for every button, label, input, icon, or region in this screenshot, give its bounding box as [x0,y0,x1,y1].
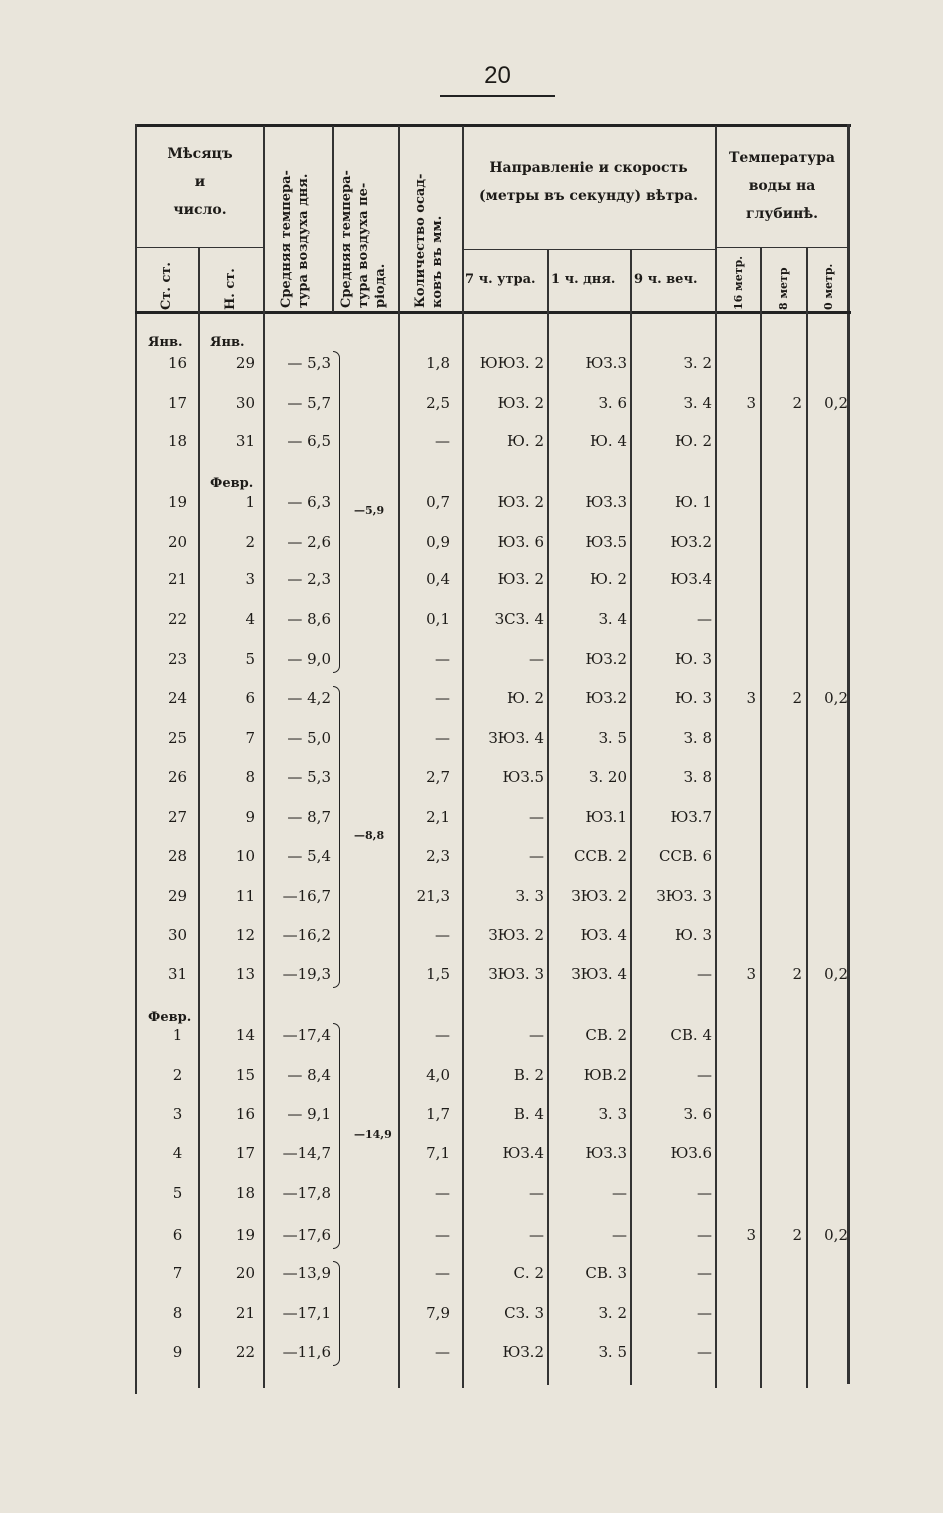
cell-water-16: 3 [746,689,756,707]
cell-new-style: 1 [245,493,255,511]
period-avg-temp: —5,9 [354,504,385,517]
cell-old-style: 23 [167,650,188,668]
cell-avg-temp-day: —17,6 [282,1226,331,1244]
cell-wind-7: ЗЮЗ. 2 [488,926,544,944]
cell-avg-temp-day: — 5,3 [287,768,331,786]
cell-wind-1: ЮЗ.2 [585,650,627,668]
cell-old-style: 2 [172,1066,183,1084]
col-divider [760,248,762,1388]
cell-wind-7: ЮЗ.5 [502,768,544,786]
table-left-border [135,124,137,1394]
cell-precipitation: — [435,432,450,450]
cell-wind-1: З. 4 [598,610,627,628]
cell-wind-9: — [697,1304,712,1322]
cell-water-8: 2 [792,1226,802,1244]
header-subrule [137,247,263,248]
cell-water-8: 2 [792,689,802,707]
cell-wind-9: — [697,1343,712,1361]
cell-precipitation: 2,5 [426,394,450,412]
cell-wind-9: — [697,610,712,628]
cell-water-16: 3 [746,965,756,983]
month-label-jan-old: Янв. [148,335,183,350]
cell-precipitation: 21,3 [416,887,450,905]
cell-precipitation: — [435,1226,450,1244]
cell-wind-1: ЮЗ.3 [585,1144,627,1162]
cell-new-style: 12 [235,926,255,944]
cell-avg-temp-day: — 2,3 [287,570,331,588]
cell-new-style: 30 [235,394,255,412]
col-divider [806,248,808,1388]
cell-wind-9: З. 8 [683,768,712,786]
cell-precipitation: — [435,650,450,668]
cell-wind-9: З. 6 [683,1105,712,1123]
header-wind: Направленіе и скорость (метры въ секунду) вѣтра. [479,160,698,204]
cell-precipitation: — [435,1264,450,1282]
cell-precipitation: 0,7 [426,493,450,511]
cell-old-style: 5 [172,1184,183,1202]
cell-new-style: 13 [235,965,255,983]
cell-old-style: 22 [167,610,188,628]
header-wind-1: 1 ч. дня. [551,272,616,287]
cell-avg-temp-day: —17,4 [282,1026,331,1044]
cell-wind-1: ЮЗ.1 [585,808,627,826]
cell-wind-9: ССВ. 6 [658,847,712,865]
month-label-feb-old: Февр. [148,1010,192,1025]
cell-old-style: 31 [167,965,188,983]
cell-wind-7: З. 3 [515,887,544,905]
cell-wind-1: З. 5 [598,1343,627,1361]
cell-wind-7: В. 2 [513,1066,544,1084]
cell-wind-1: — [612,1184,627,1202]
cell-wind-1: Ю. 4 [590,432,627,450]
cell-avg-temp-day: —14,7 [282,1144,331,1162]
cell-wind-9: — [697,965,712,983]
month-label-jan-new: Янв. [210,335,245,350]
cell-old-style: 1 [172,1026,183,1044]
cell-wind-1: ЮЗ.5 [585,533,627,551]
cell-wind-7: Ю. 2 [507,689,544,707]
cell-water-16: 3 [746,394,756,412]
cell-wind-1: З. 3 [598,1105,627,1123]
cell-avg-temp-day: — 2,6 [287,533,331,551]
cell-old-style: 26 [167,768,188,786]
cell-wind-7: СЗ. 3 [504,1304,544,1322]
cell-precipitation: — [435,729,450,747]
cell-wind-9: ЮЗ.6 [670,1144,712,1162]
cell-wind-7: — [529,1026,544,1044]
cell-avg-temp-day: —17,1 [282,1304,331,1322]
cell-wind-7: — [529,650,544,668]
cell-new-style: 4 [245,610,255,628]
cell-water-16: 3 [746,1226,756,1244]
cell-wind-7: ЗЮЗ. 4 [488,729,544,747]
cell-wind-1: ЮЗ. 4 [580,926,627,944]
cell-new-style: 7 [245,729,255,747]
period-brace [333,1261,340,1366]
cell-wind-9: Ю. 3 [675,926,712,944]
cell-wind-9: — [697,1264,712,1282]
header-new-style: Н. ст. [223,268,238,310]
cell-new-style: 16 [235,1105,255,1123]
period-brace [333,351,340,673]
col-divider [715,126,717,1388]
cell-wind-1: З. 6 [598,394,627,412]
cell-avg-temp-day: — 6,3 [287,493,331,511]
cell-avg-temp-day: —16,7 [282,887,331,905]
cell-new-style: 29 [235,354,255,372]
cell-wind-7: ЗЮЗ. 3 [488,965,544,983]
cell-avg-temp-day: — 5,0 [287,729,331,747]
cell-water-0: 0,2 [824,965,848,983]
cell-new-style: 18 [235,1184,255,1202]
cell-old-style: 19 [167,493,188,511]
cell-wind-7: ЮЗ.2 [502,1343,544,1361]
page-number: 20 [484,62,511,89]
cell-new-style: 10 [235,847,255,865]
cell-new-style: 6 [245,689,255,707]
cell-old-style: 9 [172,1343,183,1361]
cell-wind-9: ЮЗ.4 [670,570,712,588]
cell-wind-9: — [697,1184,712,1202]
cell-wind-7: ЮЗ.4 [502,1144,544,1162]
cell-avg-temp-day: — 8,7 [287,808,331,826]
cell-water-8: 2 [792,965,802,983]
cell-precipitation: — [435,1343,450,1361]
cell-wind-9: Ю. 3 [675,689,712,707]
cell-precipitation: 1,7 [426,1105,450,1123]
cell-avg-temp-day: — 4,2 [287,689,331,707]
cell-avg-temp-day: —19,3 [282,965,331,983]
cell-wind-1: ЮЗ.3 [585,354,627,372]
cell-avg-temp-day: — 6,5 [287,432,331,450]
cell-wind-1: З. 20 [589,768,627,786]
header-depth-0: 0 метр. [822,263,835,310]
header-month-day: Мѣсяцъ и число. [167,146,233,218]
page-number-rule [440,95,555,97]
cell-wind-7: С. 2 [513,1264,544,1282]
cell-wind-1: СВ. 2 [585,1026,627,1044]
cell-wind-7: Ю. 2 [507,432,544,450]
cell-old-style: 7 [172,1264,183,1282]
cell-old-style: 4 [172,1144,183,1162]
cell-wind-7: — [529,847,544,865]
cell-precipitation: 0,1 [426,610,450,628]
header-subrule [462,249,715,250]
cell-wind-1: СВ. 3 [585,1264,627,1282]
cell-old-style: 8 [172,1304,183,1322]
cell-precipitation: — [435,689,450,707]
cell-avg-temp-day: —11,6 [282,1343,331,1361]
header-depth-16: 16 метр. [732,255,745,310]
cell-water-0: 0,2 [824,1226,848,1244]
cell-new-style: 3 [245,570,255,588]
cell-wind-9: З. 2 [683,354,712,372]
cell-precipitation: 2,7 [426,768,450,786]
cell-new-style: 9 [245,808,255,826]
cell-precipitation: 2,1 [426,808,450,826]
cell-old-style: 21 [167,570,188,588]
cell-old-style: 30 [167,926,188,944]
cell-old-style: 28 [167,847,188,865]
header-old-style: Ст. ст. [159,262,174,310]
cell-wind-7: — [529,1226,544,1244]
cell-precipitation: 0,4 [426,570,450,588]
cell-precipitation: — [435,926,450,944]
cell-wind-9: Ю. 3 [675,650,712,668]
cell-wind-9: З. 4 [683,394,712,412]
cell-wind-1: — [612,1226,627,1244]
cell-new-style: 5 [245,650,255,668]
cell-old-style: 17 [167,394,188,412]
header-precipitation: Количество осад- ковъ въ мм. [413,173,445,308]
cell-avg-temp-day: — 5,7 [287,394,331,412]
cell-old-style: 16 [167,354,188,372]
cell-precipitation: 1,5 [426,965,450,983]
cell-wind-7: ЮЗ. 6 [497,533,544,551]
cell-wind-1: ССВ. 2 [573,847,627,865]
cell-wind-9: — [697,1066,712,1084]
cell-precipitation: — [435,1184,450,1202]
cell-new-style: 17 [235,1144,255,1162]
cell-precipitation: 1,8 [426,354,450,372]
cell-avg-temp-day: —13,9 [282,1264,331,1282]
cell-old-style: 25 [167,729,188,747]
cell-wind-1: Ю. 2 [590,570,627,588]
cell-wind-9: З. 8 [683,729,712,747]
cell-new-style: 15 [235,1066,255,1084]
cell-new-style: 14 [235,1026,255,1044]
cell-wind-7: ЮЗ. 2 [497,394,544,412]
cell-precipitation: 2,3 [426,847,450,865]
cell-new-style: 8 [245,768,255,786]
cell-old-style: 6 [172,1226,183,1244]
table-top-border [135,124,851,127]
cell-wind-7: ЮЗ. 2 [497,493,544,511]
cell-wind-9: ЮЗ.2 [670,533,712,551]
header-avg-temp-day: Средняя темпера- тура воздуха дня. [279,170,311,308]
cell-wind-7: — [529,1184,544,1202]
header-avg-temp-period: Средняя темпера- тура воздуха пе- ріода. [339,170,388,308]
header-depth-8: 8 метр [777,267,790,310]
cell-avg-temp-day: — 8,6 [287,610,331,628]
period-brace [333,686,340,988]
cell-old-style: 24 [167,689,188,707]
cell-new-style: 31 [235,432,255,450]
cell-wind-7: ЮЮЗ. 2 [479,354,544,372]
cell-water-8: 2 [792,394,802,412]
cell-avg-temp-day: — 9,0 [287,650,331,668]
cell-wind-1: ЗЮЗ. 4 [571,965,627,983]
cell-precipitation: 7,1 [426,1144,450,1162]
cell-water-0: 0,2 [824,394,848,412]
cell-new-style: 2 [245,533,255,551]
period-avg-temp: —8,8 [354,829,385,842]
cell-old-style: 29 [167,887,188,905]
cell-wind-1: ЮВ.2 [583,1066,627,1084]
month-label-feb-new: Февр. [210,476,254,491]
cell-precipitation: 4,0 [426,1066,450,1084]
header-wind-9: 9 ч. веч. [634,272,698,287]
header-wind-7: 7 ч. утра. [465,272,536,287]
cell-wind-9: СВ. 4 [670,1026,712,1044]
cell-wind-9: ЗЮЗ. 3 [656,887,712,905]
cell-precipitation: — [435,1026,450,1044]
cell-precipitation: 0,9 [426,533,450,551]
cell-wind-9: ЮЗ.7 [670,808,712,826]
cell-old-style: 20 [167,533,188,551]
cell-wind-1: З. 2 [598,1304,627,1322]
period-avg-temp: —14,9 [354,1128,392,1141]
cell-new-style: 11 [235,887,255,905]
period-brace [333,1023,340,1249]
cell-new-style: 22 [235,1343,255,1361]
cell-wind-1: ЗЮЗ. 2 [571,887,627,905]
cell-wind-1: З. 5 [598,729,627,747]
cell-wind-7: — [529,808,544,826]
header-bottom-rule [135,311,851,314]
cell-new-style: 21 [235,1304,255,1322]
cell-avg-temp-day: —16,2 [282,926,331,944]
header-water-temp: Температура воды на глубинѣ. [729,150,835,222]
cell-old-style: 27 [167,808,188,826]
cell-avg-temp-day: —17,8 [282,1184,331,1202]
cell-wind-9: — [697,1226,712,1244]
header-subrule [715,247,849,248]
cell-avg-temp-day: — 5,4 [287,847,331,865]
cell-avg-temp-day: — 8,4 [287,1066,331,1084]
cell-avg-temp-day: — 9,1 [287,1105,331,1123]
cell-wind-7: В. 4 [513,1105,544,1123]
cell-avg-temp-day: — 5,3 [287,354,331,372]
cell-new-style: 20 [235,1264,255,1282]
cell-wind-1: ЮЗ.3 [585,493,627,511]
cell-wind-7: ЮЗ. 2 [497,570,544,588]
cell-wind-9: Ю. 1 [675,493,712,511]
col-divider [332,126,334,312]
cell-wind-9: Ю. 2 [675,432,712,450]
cell-wind-1: ЮЗ.2 [585,689,627,707]
cell-new-style: 19 [235,1226,255,1244]
cell-wind-7: ЗСЗ. 4 [494,610,544,628]
cell-old-style: 3 [172,1105,183,1123]
cell-water-0: 0,2 [824,689,848,707]
cell-old-style: 18 [167,432,188,450]
cell-precipitation: 7,9 [426,1304,450,1322]
